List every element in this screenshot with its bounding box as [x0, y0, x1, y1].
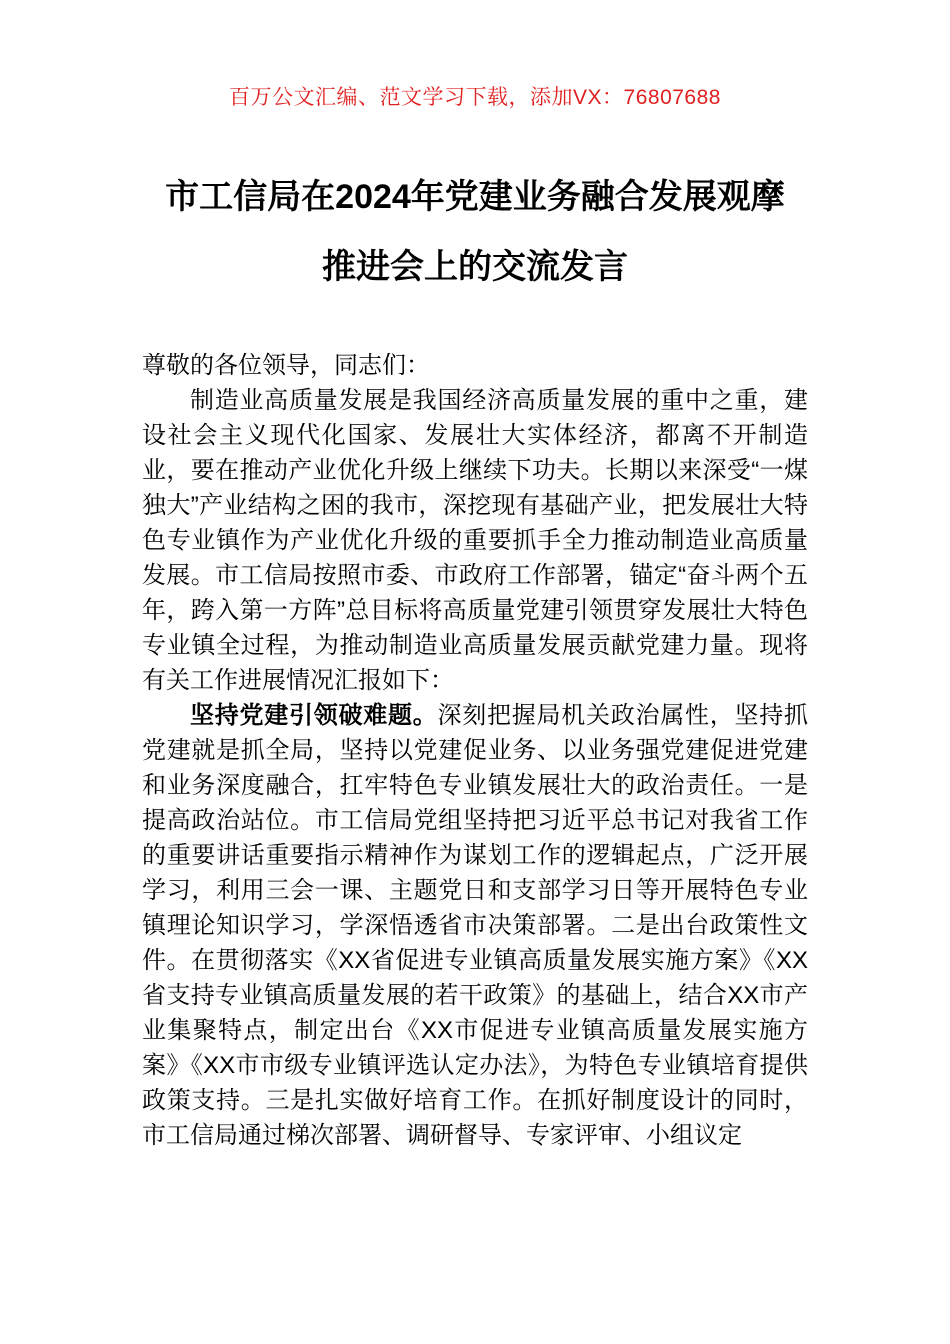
document-body	[142, 348, 808, 1153]
body-paragraph-2	[142, 698, 808, 1153]
salutation-paragraph: 尊敬的各位领导，同志们：	[142, 352, 430, 379]
body-paragraph-1: 制造业高质量发展是我国经济高质量发展的重中之重，建设社会主义现代化国家、发展壮大实体经济，都离不开制造业，要在推动产业优化升级上继续下功夫。长期以来深受“一煤独大”产业结构之困的我市，深挖现有基础产业，把发展壮大特色专业镇作为产业优化升级的重要抓手全力推动制造业高质量发展。市工信局按照市委、市政府工作部署，锚定“奋斗两个五年，跨入第一方阵”总目标将高质量党建引领贯穿发展壮大特色专业镇全过程，为推动制造业高质量发展贡献党建力量。现将有关工作进展情况汇报如下：	[142, 387, 808, 694]
body-paragraph-2-text: 深刻把握局机关政治属性，坚持抓党建就是抓全局，坚持以党建促业务、以业务强党建促进党建和业务深度融合，扛牢特色专业镇发展壮大的政治责任。一是提高政治站位。市工信局党组坚持把习近平总书记对我省工作的重要讲话重要指示精神作为谋划工作的逻辑起点，广泛开展学习，利用三会一课、主题党日和支部学习日等开展特色专业镇理论知识学习，学深悟透省市决策部署。二是出台政策性文件。在贯彻落实《XX省促进专业镇高质量发展实施方案》《XX省支持专业镇高质量发展的若干政策》的基础上，结合XX市产业集聚特点，制定出台《XX市促进专业镇高质量发展实施方案》《XX市市级专业镇评选认定办法》，为特色专业镇培育提供政策支持。三是扎实做好培育工作。在抓好制度设计的同时，市工信局通过梯次部署、调研督导、专家评审、小组议定	[142, 702, 808, 1149]
document-title-line-1: 市工信局在2024年党建业务融合发展观摩	[165, 178, 785, 216]
promo-notice-text: 百万公文汇编、范文学习下载，添加VX：76807688	[229, 86, 721, 109]
document-title	[120, 162, 830, 302]
body-paragraph-2-bold-lead: 坚持党建引领破难题。	[190, 702, 438, 729]
document-title-line-2: 推进会上的交流发言	[322, 248, 628, 286]
